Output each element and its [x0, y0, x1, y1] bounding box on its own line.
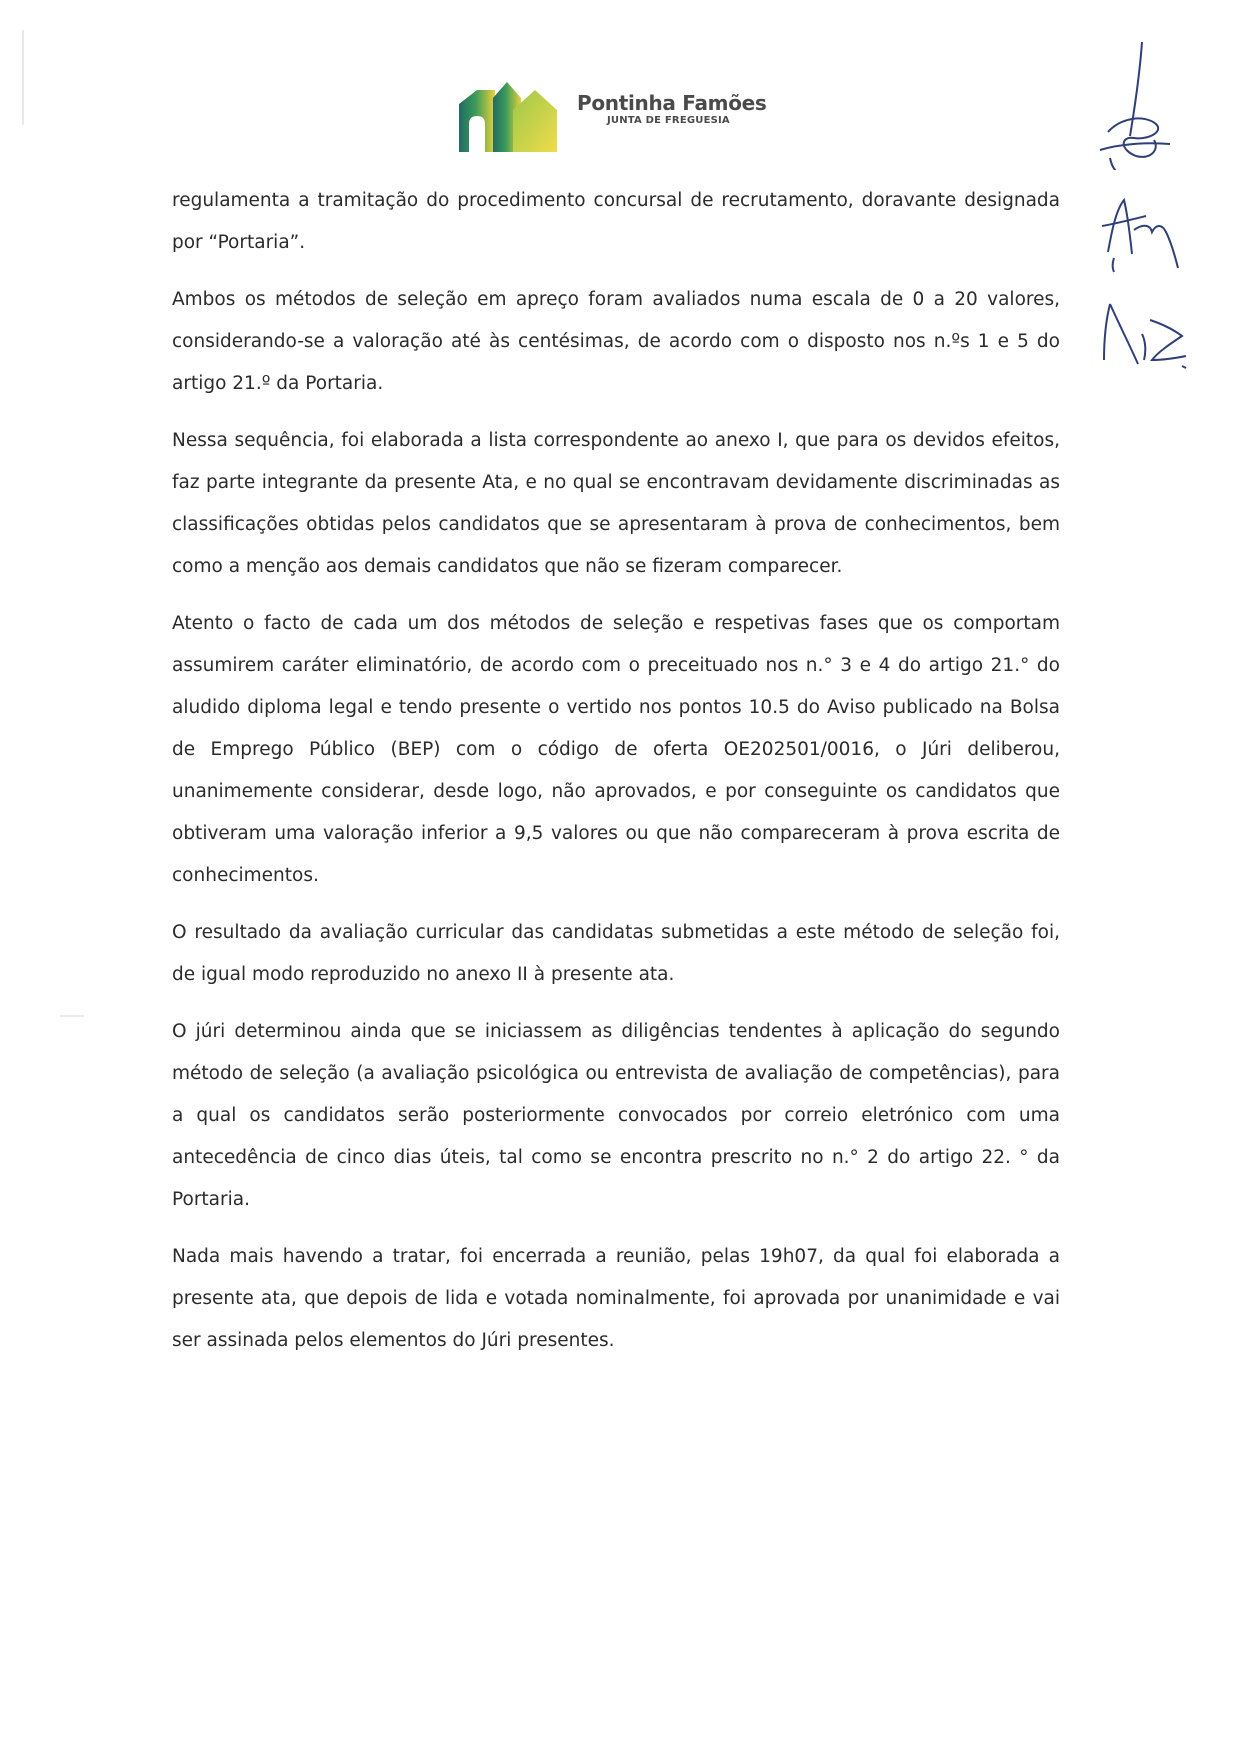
paragraph: Atento o facto de cada um dos métodos de seleção e respetivas fases que os comportam assumirem caráter eliminatório, de acordo com o preceituado nos n.° 3 e 4 do artigo 21.° do aludido diploma legal e tendo presente o vertido nos pontos 10.5 do Aviso publicado na Bolsa de Emprego Público (BEP) com o código de oferta OE202501/0016, o Júri deliberou, unanimemente considerar, desde logo, não aprovados, e por conseguinte os candidatos que obtiveram uma valoração inferior a 9,5 valores ou que não compareceram à prova escrita de conhecimentos.: [172, 613, 1060, 886]
brand-name: Pontinha Famões: [577, 91, 767, 115]
paragraph: O resultado da avaliação curricular das candidatas submetidas a este método de seleção foi, de igual modo reproduzido no anexo II à presente ata.: [172, 922, 1060, 985]
signature-margin: [1090, 40, 1210, 420]
handwritten-initials-icon: [1090, 180, 1210, 300]
brand-subtitle: JUNTA DE FREGUESIA: [607, 115, 730, 126]
paragraph: O júri determinou ainda que se iniciassem as diligências tendentes à aplicação do segundo método de seleção (a avaliação psicológica ou entrevista de avaliação de competências), para a qual os candidatos serão posteriormente convocados por correio eletrónico com uma antecedência de cinco dias úteis, tal como se encontra prescrito no n.° 2 do artigo 22. ° da Portaria.: [172, 1021, 1060, 1210]
document-body: [172, 180, 1060, 1377]
building-logo-icon: [455, 76, 560, 152]
header-logo: [455, 76, 785, 152]
handwritten-initials-icon: [1090, 40, 1210, 170]
scan-mark: [60, 1015, 84, 1017]
paragraph: regulamenta a tramitação do procedimento concursal de recrutamento, doravante designada por “Portaria”.: [172, 190, 1060, 253]
handwritten-initials-icon: [1090, 290, 1210, 410]
paragraph: Nessa sequência, foi elaborada a lista correspondente ao anexo I, que para os devidos efeitos, faz parte integrante da presente Ata, e no qual se encontravam devidamente discriminadas as classificações obtidas pelos candidatos que se apresentaram à prova de conhecimentos, bem como a menção aos demais candidatos que não se fizeram comparecer.: [172, 430, 1060, 577]
paragraph: Nada mais havendo a tratar, foi encerrada a reunião, pelas 19h07, da qual foi elaborada a presente ata, que depois de lida e votada nominalmente, foi aprovada por unanimidade e vai ser assinada pelos elementos do Júri presentes.: [172, 1246, 1060, 1351]
paragraph: Ambos os métodos de seleção em apreço foram avaliados numa escala de 0 a 20 valores, considerando-se a valoração até às centésimas, de acordo com o disposto nos n.ºs 1 e 5 do artigo 21.º da Portaria.: [172, 289, 1060, 394]
scan-mark: [22, 30, 24, 125]
